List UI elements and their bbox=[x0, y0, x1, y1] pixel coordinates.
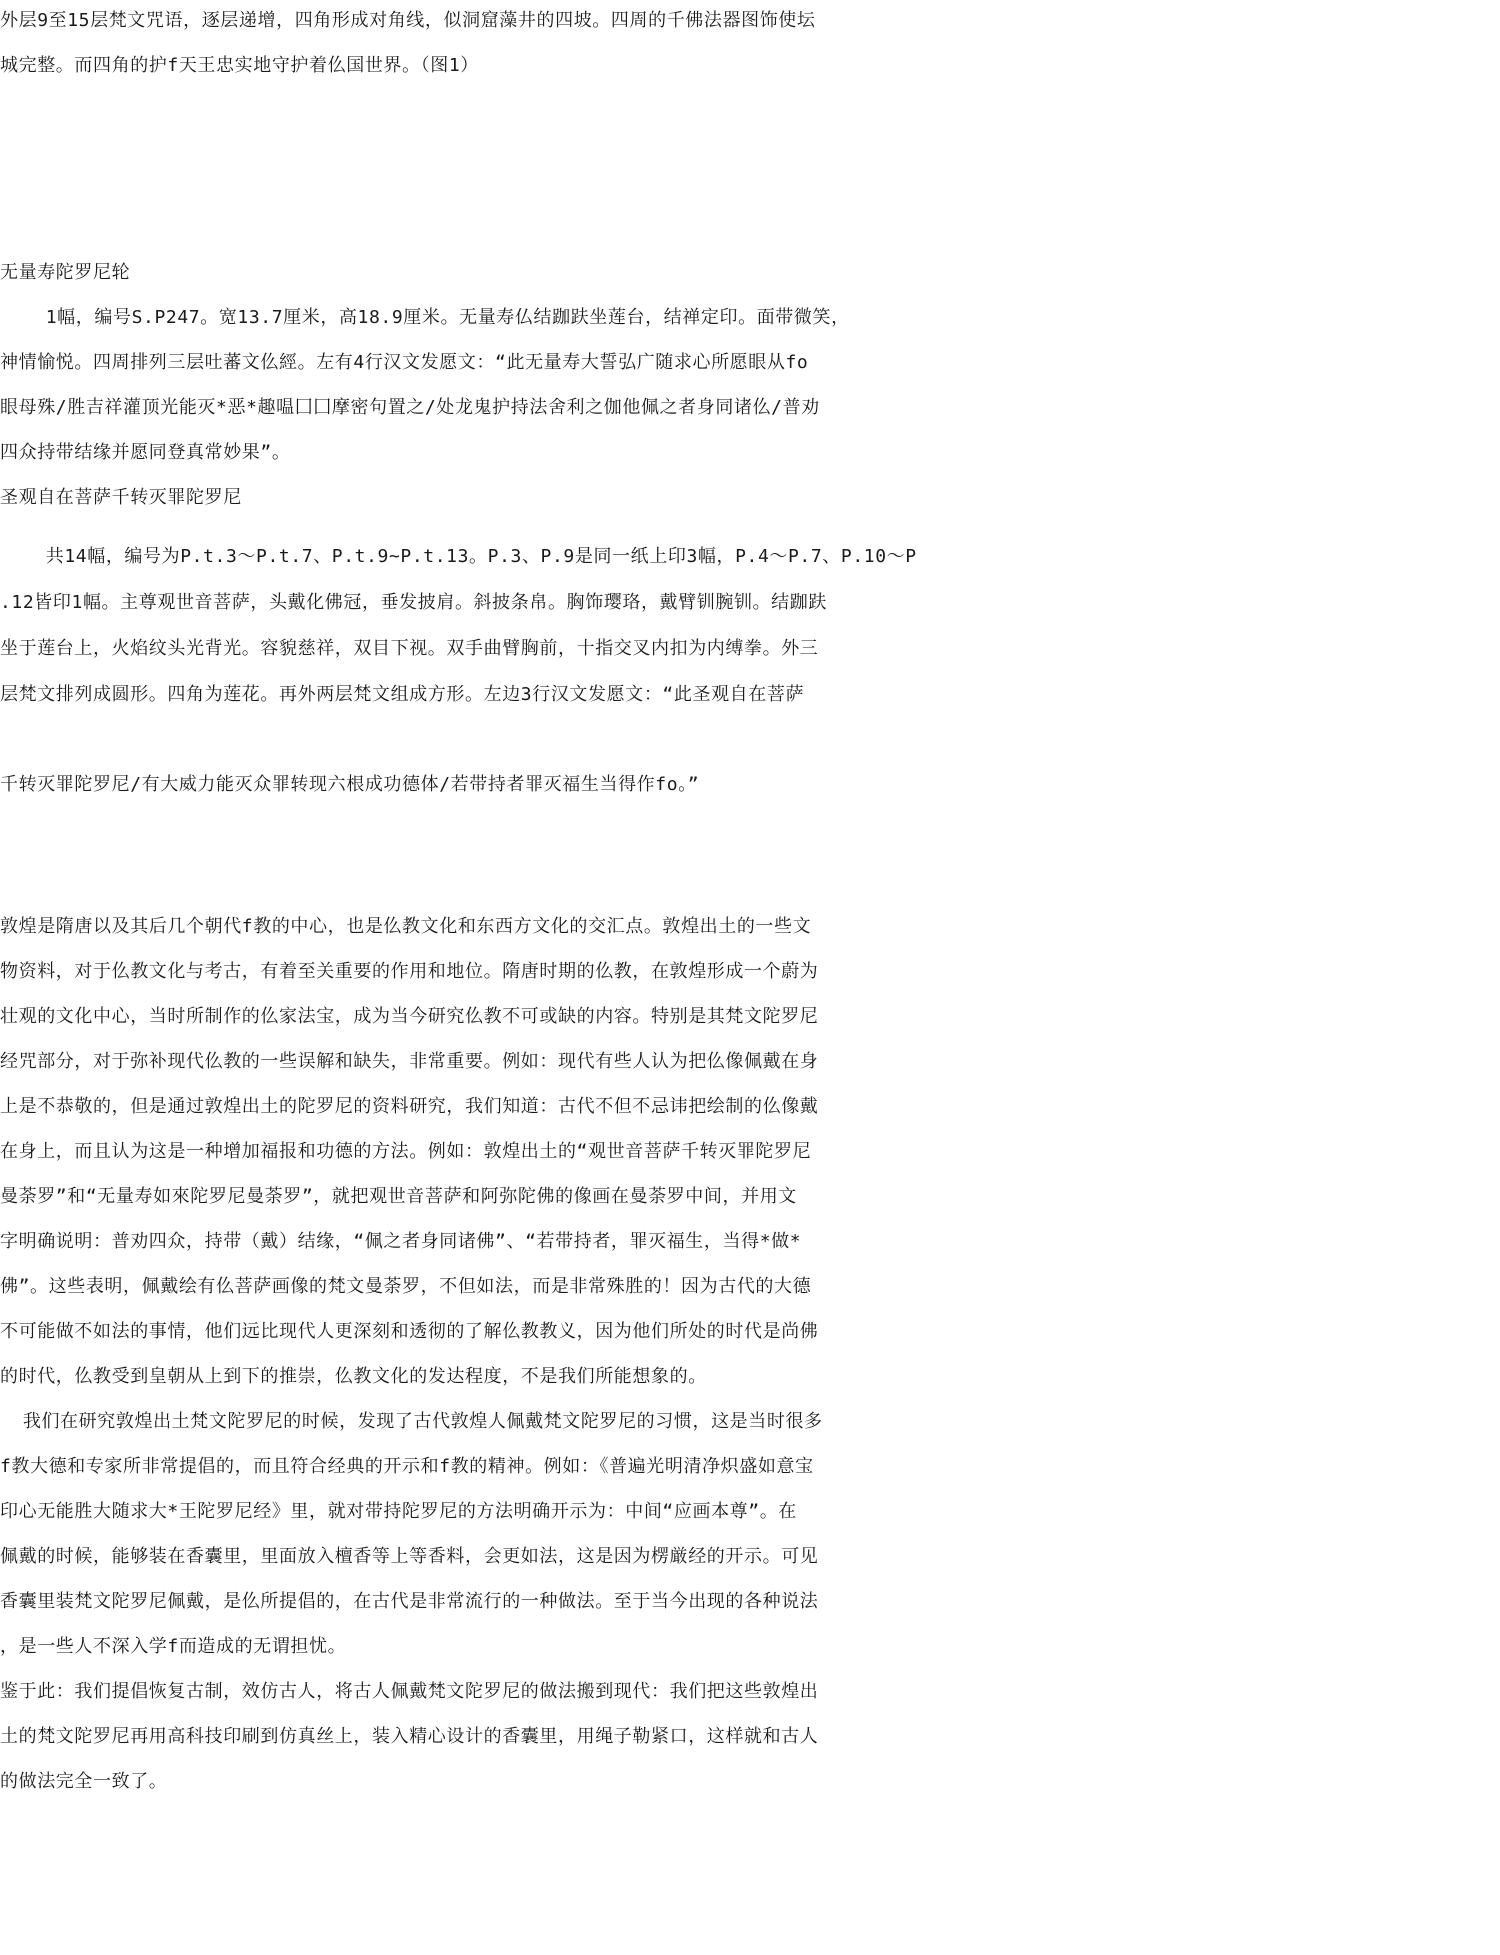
section-line: 眼母殊/胜吉祥灌顶光能灭*恶*趣嗢囗囗摩密句置之/处龙鬼护持法舍利之伽他佩之者身同诸仫/普劝 bbox=[0, 397, 820, 418]
essay-line: 字明确说明：普劝四众，持带（戴）结缘，“佩之者身同诸佛”、“若带持者，罪灭福生，当得*做* bbox=[0, 1231, 802, 1252]
essay-line: 佩戴的时候，能够装在香囊里，里面放入檀香等上等香料，会更如法，这是因为楞厳经的开示。可见 bbox=[0, 1546, 819, 1567]
section-title-amitayus: 无量寿陀罗尼轮 bbox=[0, 262, 131, 283]
section-line: 坐于莲台上，火焰纹头光背光。容貌慈祥，双目下视。双手曲臂胸前，十指交叉内扣为内缚拳。外三 bbox=[0, 638, 819, 659]
essay-line: 佛”。这些表明，佩戴绘有仫菩萨画像的梵文曼荼罗，不但如法，而是非常殊胜的！因为古代的大德 bbox=[0, 1276, 812, 1297]
essay-line: 印心无能胜大随求大*王陀罗尼经》里，就对带持陀罗尼的方法明确开示为：中间“应画本尊”。在 bbox=[0, 1501, 797, 1522]
essay-line: 的做法完全一致了。 bbox=[0, 1771, 168, 1792]
essay-line: 不可能做不如法的事情，他们远比现代人更深刻和透彻的了解仫教教义，因为他们所处的时代是尚佛 bbox=[0, 1321, 819, 1342]
essay-line: f教大德和专家所非常提倡的，而且符合经典的开示和f教的精神。例如：《普遍光明清净炽盛如意宝 bbox=[0, 1456, 814, 1477]
section-line: 千转灭罪陀罗尼/有大威力能灭众罪转现六根成功德体/若带持者罪灭福生当得作fo。” bbox=[0, 774, 700, 795]
section-line: 层梵文排列成圆形。四角为莲花。再外两层梵文组成方形。左边3行汉文发愿文：“此圣观自在菩萨 bbox=[0, 684, 805, 705]
section-line: .12皆印1幅。主尊观世音菩萨，头戴化佛冠，垂发披肩。斜披条帛。胸饰璎珞，戴臂钏腕钏。结跏趺 bbox=[0, 592, 827, 613]
intro-line: 外层9至15层梵文咒语，逐层递增，四角形成对角线，似洞窟藻井的四坡。四周的千佛法器图饰使坛 bbox=[0, 10, 816, 31]
intro-line: 城完整。而四角的护f天王忠实地守护着仫国世界。（图1） bbox=[0, 55, 479, 76]
essay-line: 在身上，而且认为这是一种增加福报和功德的方法。例如：敦煌出土的“观世音菩萨千转灭罪陀罗尼 bbox=[0, 1141, 812, 1162]
section-line: 四众持带结缘并愿同登真常妙果”。 bbox=[0, 442, 291, 463]
section-line: 神情愉悦。四周排列三层吐蕃文仫經。左有4行汉文发愿文：“此无量寿大誓弘广随求心所愿眼从fo bbox=[0, 352, 809, 373]
essay-line: 敦煌是隋唐以及其后几个朝代f教的中心，也是仫教文化和东西方文化的交汇点。敦煌出土的一些文 bbox=[0, 916, 812, 937]
essay-line: 土的梵文陀罗尼再用高科技印刷到仿真丝上，装入精心设计的香囊里，用绳子勒紧口，这样就和古人 bbox=[0, 1726, 819, 1747]
section-line: 共14幅，编号为P.t.3～P.t.7、P.t.9~P.t.13。P.3、P.9是同一纸上印3幅，P.4～P.7、P.10～P bbox=[0, 546, 917, 567]
essay-line: 的时代，仫教受到皇朝从上到下的推崇，仫教文化的发达程度，不是我们所能想象的。 bbox=[0, 1366, 707, 1387]
essay-line: 物资料，对于仫教文化与考古，有着至关重要的作用和地位。隋唐时期的仫教，在敦煌形成一个蔚为 bbox=[0, 961, 819, 982]
essay-line: 我们在研究敦煌出土梵文陀罗尼的时候，发现了古代敦煌人佩戴梵文陀罗尼的习惯，这是当时很多 bbox=[0, 1411, 823, 1432]
essay-line: 壮观的文化中心，当时所制作的仫家法宝，成为当今研究仫教不可或缺的内容。特别是其梵文陀罗尼 bbox=[0, 1006, 819, 1027]
essay-line: 经咒部分，对于弥补现代仫教的一些误解和缺失，非常重要。例如：现代有些人认为把仫像佩戴在身 bbox=[0, 1051, 819, 1072]
section-line: 1幅，编号S.P247。宽13.7厘米，高18.9厘米。无量寿仏结跏趺坐莲台，结禅定印。面带微笑， bbox=[0, 307, 850, 328]
essay-line: 曼荼罗”和“无量寿如來陀罗尼曼荼罗”，就把观世音菩萨和阿弥陀佛的像画在曼荼罗中间，并用文 bbox=[0, 1186, 797, 1207]
essay-line: 鉴于此：我们提倡恢复古制，效仿古人，将古人佩戴梵文陀罗尼的做法搬到现代：我们把这些敦煌出 bbox=[0, 1681, 819, 1702]
essay-line: 上是不恭敬的，但是通过敦煌出土的陀罗尼的资料研究，我们知道：古代不但不忌讳把绘制的仫像戴 bbox=[0, 1096, 819, 1117]
essay-line: 香囊里装梵文陀罗尼佩戴，是仫所提倡的，在古代是非常流行的一种做法。至于当今出现的各种说法 bbox=[0, 1591, 819, 1612]
essay-line: ，是一些人不深入学f而造成的无谓担忧。 bbox=[0, 1636, 347, 1657]
section-title-avalokitesvara: 圣观自在菩萨千转灭罪陀罗尼 bbox=[0, 487, 242, 508]
